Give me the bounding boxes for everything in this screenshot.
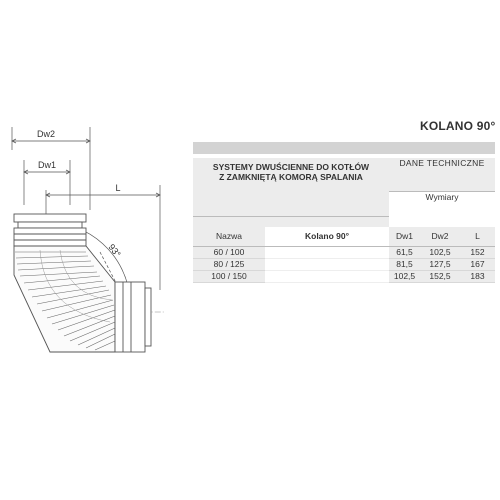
angle-label: 93°: [106, 242, 123, 259]
l-label: L: [115, 183, 121, 193]
table-row: [193, 270, 495, 282]
row-dw2: 152,5: [420, 270, 460, 282]
row-dw1: 81,5: [389, 258, 420, 270]
system-title-line1: SYSTEMY DWUŚCIENNE DO KOTŁÓW: [212, 162, 370, 172]
row-dw2: 102,5: [420, 246, 460, 258]
upper-socket: [14, 214, 86, 246]
row-l: 152: [460, 246, 495, 258]
system-title-line2: Z ZAMKNIĘTĄ KOMORĄ SPALANIA: [219, 172, 363, 182]
row-dw1: 61,5: [389, 246, 420, 258]
row-name: 100 / 150: [193, 270, 265, 282]
table-row: [193, 258, 495, 270]
dw2-label: Dw2: [36, 129, 56, 139]
dims-label: Wymiary: [425, 192, 459, 202]
col-dw2: Dw2: [420, 227, 460, 247]
tech-header: DANE TECHNICZNE: [389, 158, 495, 192]
col-name: Nazwa: [193, 227, 265, 247]
row-dw1: 102,5: [389, 270, 420, 282]
right-socket: [115, 282, 151, 352]
header-band: [193, 142, 495, 154]
column-header-row: [193, 227, 495, 247]
dw1-label: Dw1: [37, 160, 57, 170]
system-title: [193, 158, 389, 216]
row-name: 60 / 100: [193, 246, 265, 258]
col-l: L: [460, 227, 495, 247]
corrugated-bend: [14, 246, 115, 352]
row-dw2: 127,5: [420, 258, 460, 270]
col-product: Kolano 90°: [265, 227, 389, 247]
product-title: KOLANO 90°: [420, 119, 496, 133]
row-l: 183: [460, 270, 495, 282]
row-l: 167: [460, 258, 495, 270]
spec-table: [193, 142, 495, 283]
col-dw1: Dw1: [389, 227, 420, 247]
table-row: [193, 246, 495, 258]
section-heading-row: [193, 158, 495, 192]
row-name: 80 / 125: [193, 258, 265, 270]
